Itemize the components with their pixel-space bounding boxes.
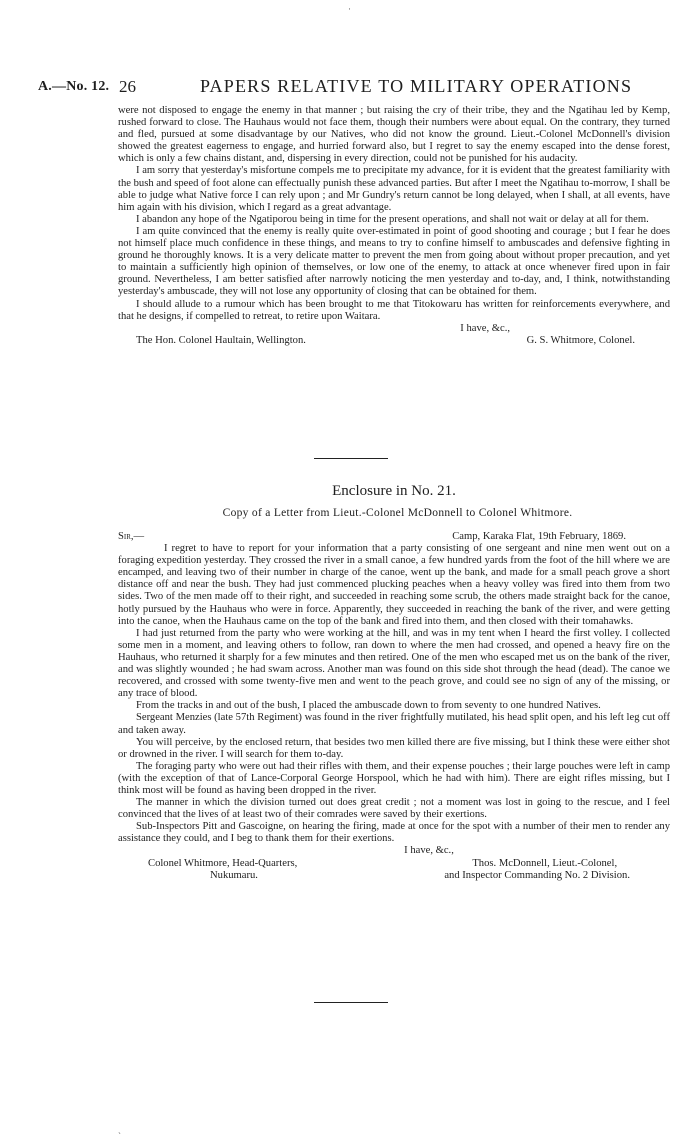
enclosure-signature — [444, 858, 630, 883]
document-reference: A.—No. 12. — [38, 79, 110, 94]
enclosure-subtitle: Copy of a Letter from Lieut.-Colonel McDonnell to Colonel Whitmore. — [222, 507, 573, 519]
section-divider — [314, 1002, 388, 1003]
page-header — [0, 76, 700, 99]
enclosure-closing: I have, &c., — [404, 845, 454, 857]
letter-paragraph: I abandon any hope of the Ngatiporou being in time for the present operations, and shall not wait or delay at all for them. — [136, 213, 649, 225]
running-title: PAPERS RELATIVE TO MILITARY OPERATIONS — [200, 76, 633, 96]
signature-line: Thos. McDonnell, Lieut.-Colonel, — [472, 857, 618, 869]
enclosure-paragraph: From the tracks in and out of the bush, I placed the ambuscade down to from seventy to one hundred Natives. — [136, 700, 601, 712]
letter-paragraph: were not disposed to engage the enemy in that manner ; but raising the cry of their tribe, they and the Ngatihau led by Kemp, rushed forward to close. The Hauhaus would not face them, though their numbers were about equal. On the contrary, they turned and fled, pursued at some disadvantage by our Natives, who did not know the ground. Lieut.-Colonel McDonnell's division showed the greatest eagerness to engage, and hurried forward also, but I regret to say the enemy escaped into the dense forest, which is only a few chains distant, and, dispersing in every direction, could not be punished for his audacity. — [118, 105, 670, 165]
enclosure-paragraph: I had just returned from the party who were working at the hill, and was in my tent when I heard the first volley. I collected some men in a moment, and leaving others to follow, ran down to where the men had crossed, and opened a heavy fire on the Hauhaus, who returned it sharply for a few minutes and then retired. One of the men who escaped met us on the bank of the river, and was slightly wounded ; he had swam across. Another man was found on this side shot through the head (dead). The canoe we recovered, and crossed with some twenty-five men and went to the peach grove, and could see no sign of any of the missing, or any trace of blood. — [118, 627, 670, 700]
enclosure-signature-block — [118, 858, 670, 883]
enclosure-paragraph: The foraging party who were out had their rifles with them, and their expense pouches ; their large pouches were left in camp (with the exception of that of Lance-Corporal George Horspool, which he had with him). There are eight rifles missing, but I think most will be found as having been dropped in the river. — [118, 760, 670, 796]
enclosure-paragraph: The manner in which the division turned out does great credit ; not a moment was lost in going to the rescue, and I feel convinced that the lives of at least two of their comrades were saved by their exertions. — [118, 797, 670, 821]
letter-signature: G. S. Whitmore, Colonel. — [526, 334, 635, 346]
letter-paragraph: I should allude to a rumour which has been brought to me that Titokowaru has written for reinforcements everywhere, and that he designs, if compelled to retreat, to retire upon Waitara. — [118, 298, 670, 322]
enclosure-paragraph: You will perceive, by the enclosed return, that besides two men killed there are five missing, but I think these were either shot or drowned in the river. I will search for them to-day. — [118, 736, 670, 760]
letter-paragraph: I am quite convinced that the enemy is really quite over-estimated in point of good shooting and courage ; but I fear he does not himself place much confidence in these things, and means to try to confine himself to ambuscades and defensive fighting in ground he thoroughly knows. It is a very delicate matter to prevent the men from going about without proper precaution, and yet to maintain a sufficiently high opinion of themselves, or low one of the enemy, to attack at once whenever fired upon in fair ground. Nevertheless, I am better satisfied after narrowly noticing the men yesterday and to-day, and, I think, notwithstanding yesterday's ambuscade, they will not lose any opportunity of closing that can be obtained for them. — [118, 225, 670, 298]
addressee-line: Nukumaru. — [210, 870, 258, 882]
scan-speck: ˏ — [118, 1124, 121, 1134]
letter-body — [118, 105, 670, 347]
enclosure-paragraph: Sergeant Menzies (late 57th Regiment) was found in the river frightfully mutilated, his head split open, and his left leg cut off and taken away. — [118, 712, 670, 736]
page-number: 26 — [119, 77, 136, 96]
enclosure-paragraph: I regret to have to report for your information that a party consisting of one sergeant and nine men went out on a foraging expedition yesterday. They crossed the river in a small canoe, a few hundred yards from the foot of the hill where we are encamped, and leaving two of their number in charge of the canoe, went up the bank, and made for a small peach grove a short distance off and near the bush. They had just commenced plucking peaches when a heavy volley was fired into them from two sides. Two of the men made off to their right, and succeeded in reaching some scrub, the others made straight back for the canoe, hotly pursued by the Hauhaus who were in force. Apparently, they succeeded in reaching the bank of the river, and were getting into the canoe, when the Hauhaus came on the top of the bank and fired into them, and then closed with their tomahawks. — [118, 543, 670, 627]
enclosure-title: Enclosure in No. 21. — [332, 483, 456, 499]
enclosure-place-date: Camp, Karaka Flat, 19th February, 1869. — [452, 531, 626, 542]
enclosure-salutation: Sir,— — [118, 531, 145, 542]
enclosure-paragraph: Sub-Inspectors Pitt and Gascoigne, on hearing the firing, made at once for the spot with a number of their men to render any assistance they could, and I beg to thank them for their exertions. — [118, 821, 670, 845]
enclosure-heading-line — [118, 531, 670, 543]
letter-addressee: The Hon. Colonel Haultain, Wellington. — [136, 334, 306, 346]
letter-paragraph: I am sorry that yesterday's misfortune compels me to precipitate my advance, for it is evident that the greatest familiarity with the bush and speed of foot alone can effectually punish these advanced parties. But after I meet the Ngatihau to-morrow, I shall be able to judge what Native force I can rely upon ; and Mr Gundry's return cannot be long delayed, when I shall, at all events, have him again with his division, which I regard as a great advantage. — [118, 165, 670, 213]
enclosure-addressee — [148, 858, 297, 883]
signature-line: and Inspector Commanding No. 2 Division. — [444, 870, 630, 882]
scan-speck: · — [348, 4, 351, 14]
addressee-line: Colonel Whitmore, Head-Quarters, — [148, 857, 298, 869]
section-divider — [314, 458, 388, 459]
enclosure-body — [118, 531, 670, 883]
letter-closing: I have, &c., — [460, 322, 510, 334]
letter-signature-line — [118, 335, 670, 347]
